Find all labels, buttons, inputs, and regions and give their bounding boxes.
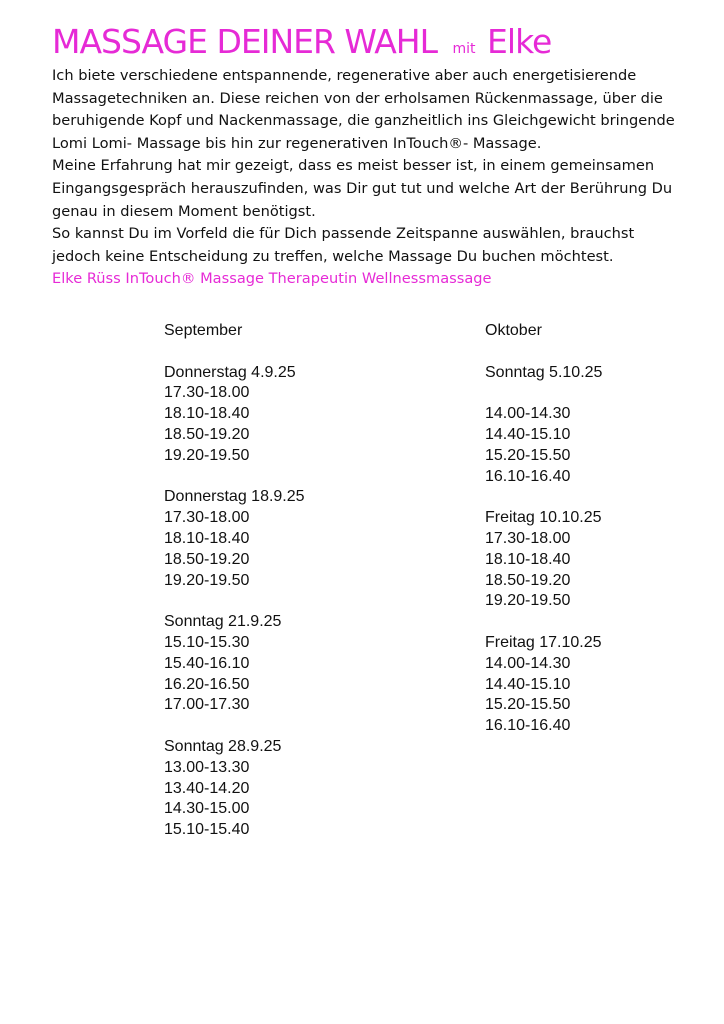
intro-line: Massagetechniken an. Diese reichen von der erholsamen Rückenmassage, über die [52,89,663,107]
time-slot: 18.50-19.20 [164,550,250,568]
title-main: MASSAGE DEINER WAHL [52,22,438,61]
spacer [485,612,602,633]
september-column [164,321,305,841]
time-slot: 14.40-15.10 [485,675,571,693]
month-heading-oktober: Oktober [485,322,542,339]
time-slot: 19.20-19.50 [164,571,250,589]
time-slot: 14.00-14.30 [485,405,571,423]
time-slot: 18.10-18.40 [164,405,250,423]
spacer [164,467,305,488]
intro-line: Eingangsgespräch herauszufinden, was Dir gut tut und welche Art der Berührung Du [52,179,673,197]
intro-line: Ich biete verschiedene entspannende, regenerative aber auch energetisierende [52,67,637,84]
time-slot: 14.30-15.00 [164,800,250,818]
time-slot: 18.50-19.20 [485,571,571,589]
intro-line: beruhigende Kopf und Nackenmassage, die ganzheitlich ins Gleichgewicht bringende [52,112,675,130]
intro-line: genau in diesem Moment benötigst. [52,202,316,220]
title-mit: mit [452,41,476,57]
intro-text [52,65,692,291]
time-slot: 15.10-15.40 [164,821,250,839]
time-slot: 15.40-16.10 [164,654,250,672]
day-heading: Freitag 17.10.25 [485,633,602,651]
oktober-column [485,321,602,737]
spacer [485,487,602,508]
time-slot: 13.40-14.20 [164,779,250,797]
spacer [485,383,602,404]
day-heading: Donnerstag 18.9.25 [164,488,305,506]
day-heading: Sonntag 28.9.25 [164,737,282,755]
time-slot: 19.20-19.50 [164,446,250,464]
page-title [52,22,551,69]
intro-line: Meine Erfahrung hat mir gezeigt, dass es meist besser ist, in einem gemeinsamen [52,157,655,175]
day-heading: Freitag 10.10.25 [485,509,602,527]
spacer [164,342,305,363]
time-slot: 15.20-15.50 [485,446,571,464]
day-heading: Sonntag 5.10.25 [485,363,603,381]
spacer [164,716,305,737]
time-slot: 18.10-18.40 [485,550,571,568]
intro-line: jedoch keine Entscheidung zu treffen, welche Massage Du buchen möchtest. [52,247,614,265]
time-slot: 17.30-18.00 [164,384,250,402]
time-slot: 13.00-13.30 [164,758,250,776]
time-slot: 16.10-16.40 [485,467,571,485]
spacer [485,342,602,363]
time-slot: 16.10-16.40 [485,717,571,735]
time-slot: 18.10-18.40 [164,529,250,547]
time-slot: 18.50-19.20 [164,425,250,443]
time-slot: 17.30-18.00 [164,509,250,527]
time-slot: 15.10-15.30 [164,633,250,651]
time-slot: 14.00-14.30 [485,654,571,672]
day-heading: Sonntag 21.9.25 [164,613,282,631]
month-heading-september: September [164,322,243,339]
time-slot: 16.20-16.50 [164,675,250,693]
time-slot: 17.30-18.00 [485,529,571,547]
day-heading: Donnerstag 4.9.25 [164,363,296,381]
intro-line: Lomi Lomi- Massage bis hin zur regenerativen InTouch®- Massage. [52,134,542,152]
signature-line: Elke Rüss InTouch® Massage Therapeutin Wellnessmassage [52,270,492,288]
title-name: Elke [487,22,552,61]
intro-line: So kannst Du im Vorfeld die für Dich passende Zeitspanne auswählen, brauchst [52,225,635,243]
spacer [164,591,305,612]
time-slot: 19.20-19.50 [485,592,571,610]
time-slot: 17.00-17.30 [164,696,250,714]
time-slot: 15.20-15.50 [485,696,571,714]
time-slot: 14.40-15.10 [485,425,571,443]
